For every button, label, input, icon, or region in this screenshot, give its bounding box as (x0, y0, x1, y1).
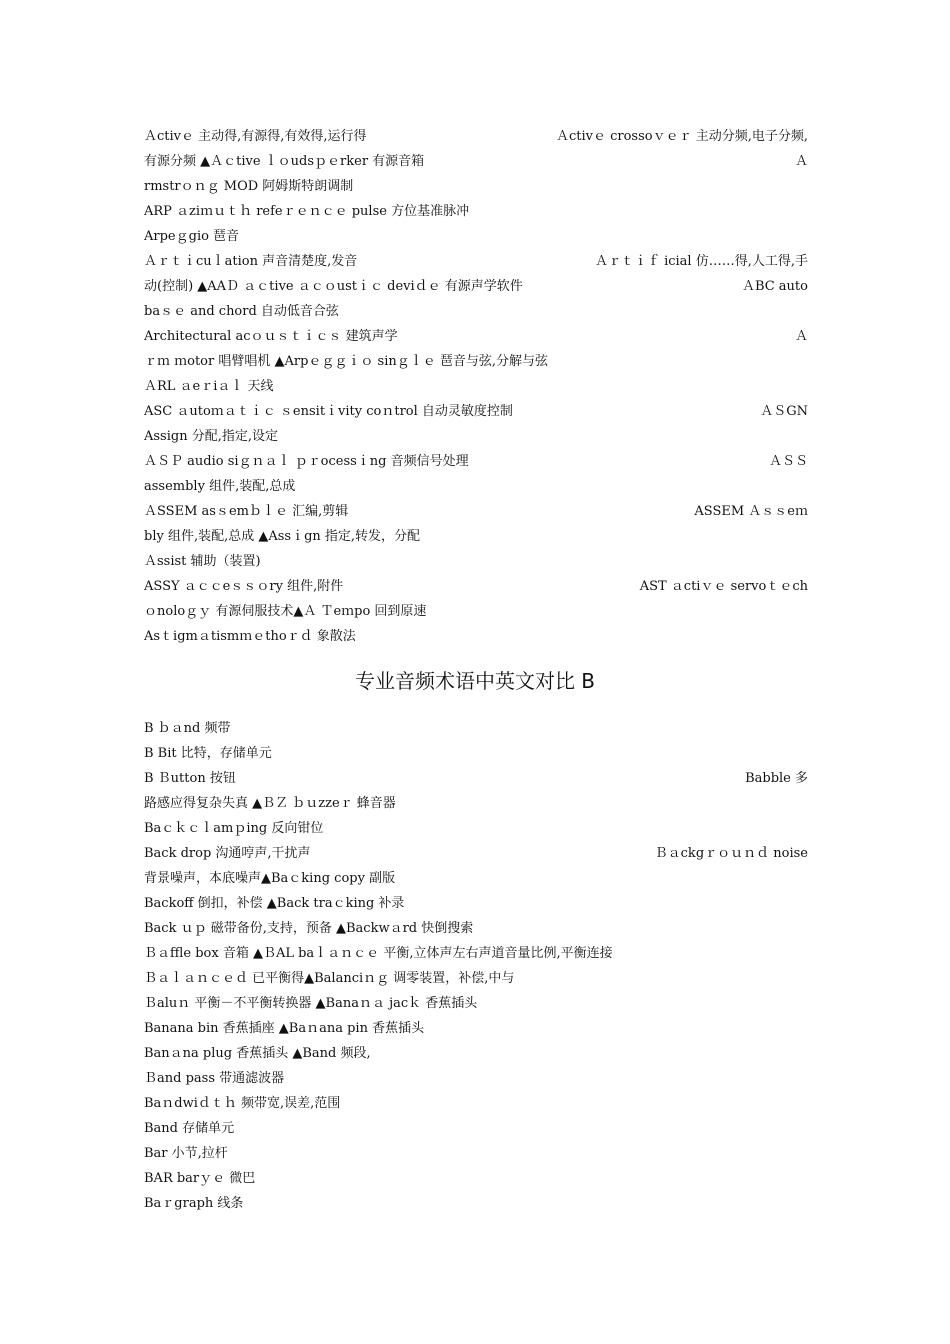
glossary-line (144, 474, 808, 499)
glossary-entry-continuation: ＡＳGN (760, 404, 808, 419)
glossary-entry-continuation: AST ａctiｖｅ servoｔｅch (639, 579, 808, 594)
glossary-entry-text: ＡRL ａeｒiａｌ 天线 (144, 379, 274, 394)
glossary-line (144, 149, 808, 174)
glossary-entry-text: Baｒgraph 线条 (144, 1196, 244, 1211)
glossary-entry-text: baｓｅ and chord 自动低音合弦 (144, 304, 339, 319)
glossary-entry-continuation: Ｂａckgｒｏｕｎｄ noise (654, 846, 808, 861)
glossary-entry-text: B ｂａnd 频带 (144, 721, 231, 736)
glossary-line (144, 1016, 808, 1041)
glossary-entry-text: ＡＳＰ audio siｇｎａｌ ｐｒocessｉng 音频信号处理 (144, 454, 469, 469)
glossary-entry-text: Ａｒｔｉcuｌation 声音清楚度,发音 (144, 254, 358, 269)
glossary-entry-text: Bar 小节,拉杆 (144, 1146, 228, 1161)
glossary-entry-text: Ａssist 辅助（装置) (144, 554, 261, 569)
glossary-line (144, 599, 808, 624)
glossary-entry-continuation: ＡＳＳ (768, 454, 808, 469)
glossary-line (144, 1191, 808, 1216)
glossary-entry-text: B Bit 比特，存储单元 (144, 746, 272, 761)
glossary-entry-text: Banana bin 香蕉插座 ▲Baｎana pin 香蕉插头 (144, 1021, 425, 1036)
glossary-entry-text: Ｂａｌａｎｃｅｄ 已平衡得▲Balanciｎｇ 调零装置，补偿,中与 (144, 971, 515, 986)
glossary-line (144, 524, 808, 549)
glossary-entry-text: Ｂand pass 带通滤波器 (144, 1071, 285, 1086)
glossary-line (144, 199, 808, 224)
glossary-entry-continuation: Ａｒｔｉｆ icial 仿……得,人工得,手 (594, 254, 808, 269)
glossary-entry-text: assembly 组件,装配,总成 (144, 479, 296, 494)
glossary-entry-text: Ａctivｅ 主动得,有源得,有效得,运行得 (144, 129, 367, 144)
glossary-entry-text: Baｎdwiｄｔｈ 频带宽,误差,范围 (144, 1096, 341, 1111)
glossary-entry-continuation: Ａ (794, 329, 808, 344)
glossary-section-b (144, 716, 808, 1216)
glossary-line (144, 249, 808, 274)
glossary-entry-text: Back drop 沟通哼声,干扰声 (144, 846, 311, 861)
glossary-line (144, 549, 808, 574)
glossary-line (144, 449, 808, 474)
glossary-line (144, 424, 808, 449)
glossary-line (144, 916, 808, 941)
glossary-entry-text: ＡSSEM asｓemｂｌｅ 汇编,剪辑 (144, 504, 349, 519)
glossary-entry-continuation: Ａ (794, 154, 808, 169)
glossary-line (144, 174, 808, 199)
section-b-heading: 专业音频术语中英文对比 B (354, 669, 596, 693)
glossary-entry-text: ARP ａziｍｕｔｈ refeｒｅｎｃｅ pulse 方位基准脉冲 (144, 204, 470, 219)
glossary-entry-text: ASC ａutoｍａｔｉｃ ｓensitｉvity coｎtrol 自动灵敏度控制 (144, 404, 513, 419)
glossary-entry-continuation: ＡBC auto (741, 279, 808, 294)
glossary-entry-text: Asｔigmａtismｍｅthoｒｄ 象散法 (144, 629, 356, 644)
glossary-entry-text: BAR barｙｅ 微巴 (144, 1171, 256, 1186)
glossary-line (144, 399, 808, 424)
glossary-line (144, 574, 808, 599)
glossary-line (144, 1091, 808, 1116)
glossary-line (144, 274, 808, 299)
glossary-entry-text: ｏnoloｇｙ 有源伺服技术▲Ａ Ｔeｍpo 回到原速 (144, 604, 427, 619)
glossary-line (144, 1166, 808, 1191)
glossary-entry-text: Assign 分配,指定,设定 (144, 429, 278, 444)
glossary-entry-text: ASSY ａｃｃeｓｓｏry 组件,附件 (144, 579, 344, 594)
glossary-entry-text: 动(控制) ▲AAＤ ａｃtive ａｃｏustｉｃ deviｄｅ 有源声学软件 (144, 279, 523, 294)
glossary-entry-text: B Ｂutton 按钮 (144, 771, 236, 786)
glossary-line (144, 1041, 808, 1066)
glossary-entry-text: Backoff 倒扣，补偿 ▲Back traｃking 补录 (144, 896, 405, 911)
glossary-section-a (144, 124, 808, 649)
glossary-line (144, 791, 808, 816)
glossary-line (144, 941, 808, 966)
glossary-line (144, 1066, 808, 1091)
glossary-entry-continuation: Babble 多 (745, 771, 808, 786)
glossary-line (144, 1141, 808, 1166)
glossary-entry-text: bly 组件,装配,总成 ▲Assｉgn 指定,转发，分配 (144, 529, 421, 544)
glossary-entry-text: 有源分频 ▲Ａｃtive ｌｏudsｐｅrker 有源音箱 (144, 154, 425, 169)
glossary-line (144, 624, 808, 649)
glossary-line (144, 224, 808, 249)
glossary-entry-text: Ｂａffle box 音箱 ▲ＢAL baｌａｎｃｅ 平衡,立体声左右声道音量比例,平衡连接 (144, 946, 613, 961)
glossary-line (144, 816, 808, 841)
glossary-entry-text: Arpeｇgio 琶音 (144, 229, 240, 244)
glossary-entry-continuation: Ａctivｅ crossoｖｅｒ 主动分频,电子分频, (555, 129, 808, 144)
glossary-line (144, 866, 808, 891)
glossary-entry-text: ｒｍ ｍotor 唱臂唱机 ▲Arpｅｇｇｉｏ sinｇｌｅ 琶音与弦,分解与弦 (144, 354, 549, 369)
glossary-entry-text: rmstrｏｎｇ MOD 阿姆斯特朗调制 (144, 179, 354, 194)
glossary-line (144, 966, 808, 991)
glossary-line (144, 766, 808, 791)
glossary-line (144, 1116, 808, 1141)
glossary-line (144, 716, 808, 741)
glossary-entry-text: Baｃｋｃｌamｐing 反向钳位 (144, 821, 324, 836)
glossary-line (144, 299, 808, 324)
glossary-entry-text: Banａna plug 香蕉插头 ▲Band 频段, (144, 1046, 371, 1061)
glossary-line (144, 891, 808, 916)
glossary-entry-text: Back ｕｐ 磁带备份,支持，预备 ▲Backwａrd 快倒搜索 (144, 921, 474, 936)
glossary-line (144, 349, 808, 374)
glossary-entry-text: 路感应得复杂失真 ▲ＢＺ ｂｕzzeｒ 蜂音器 (144, 796, 396, 811)
glossary-entry-text: Band 存储单元 (144, 1121, 235, 1136)
glossary-entry-continuation: ASSEM Ａｓｓeｍ (694, 504, 808, 519)
glossary-line (144, 374, 808, 399)
glossary-line (144, 841, 808, 866)
glossary-entry-text: 背景噪声，本底噪声▲Baｃking copy 副版 (144, 871, 396, 886)
glossary-entry-text: Architectural acｏｕｓｔｉｃｓ 建筑声学 (144, 329, 398, 344)
glossary-line (144, 124, 808, 149)
glossary-line (144, 499, 808, 524)
glossary-line (144, 741, 808, 766)
glossary-line (144, 324, 808, 349)
glossary-entry-text: Ｂaluｎ 平衡－不平衡转换器 ▲Banaｎａ jacｋ 香蕉插头 (144, 996, 478, 1011)
glossary-line (144, 991, 808, 1016)
